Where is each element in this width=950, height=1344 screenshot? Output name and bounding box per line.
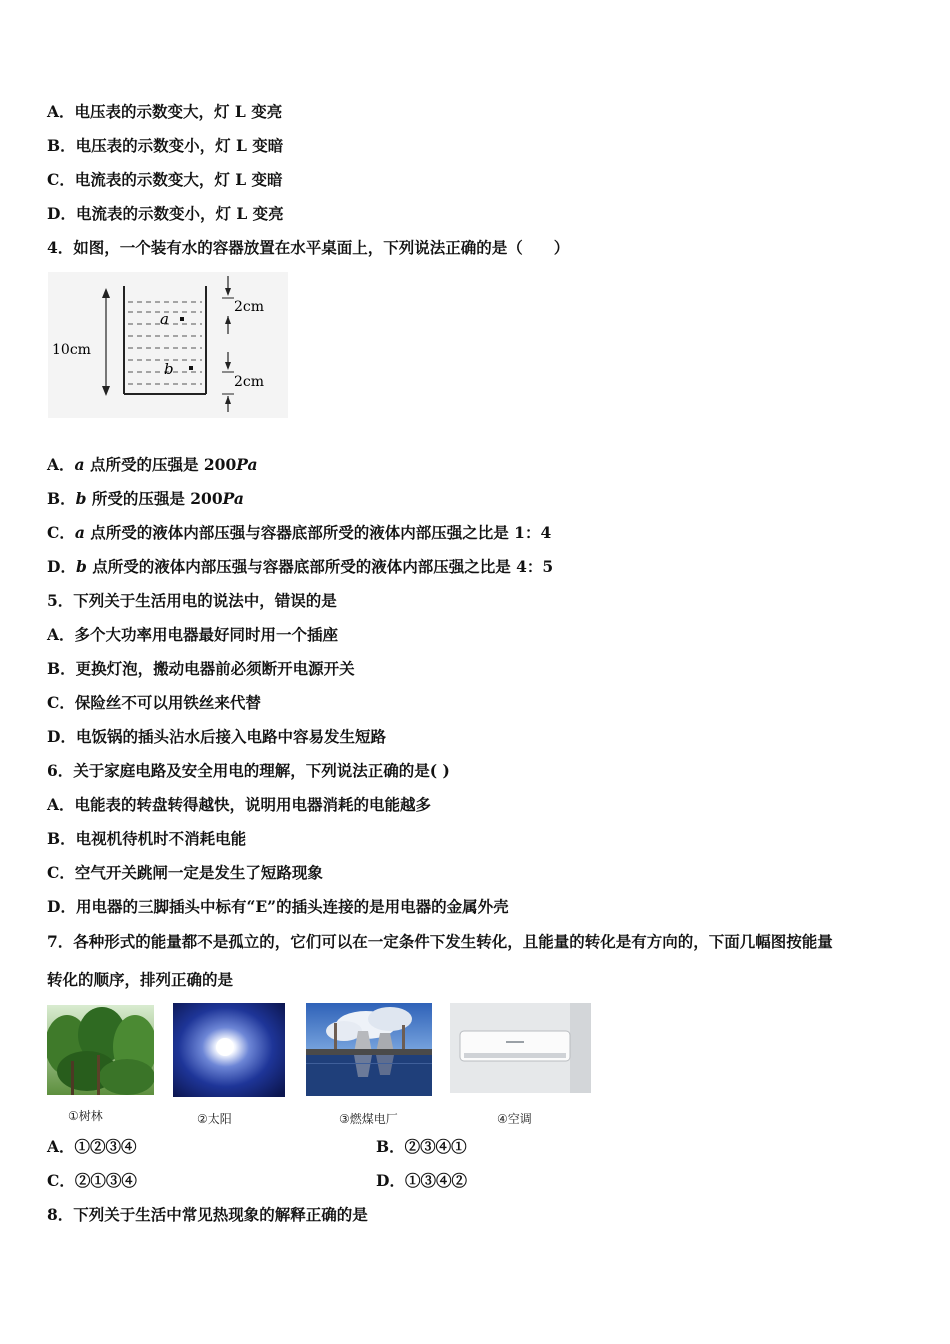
top-gap-label: 2cm (234, 299, 265, 315)
height-label: 10cm (52, 342, 91, 358)
q4-option-a-prefix: A． (47, 455, 75, 474)
q4-option-a-var: a (74, 455, 85, 474)
q5-option-b: B．更换灯泡，搬动电器前必须断开电源开关 (47, 659, 355, 678)
forest-image (47, 1005, 154, 1095)
q3-option-a: A．电压表的示数变大，灯 L 变亮 (47, 102, 283, 121)
power-plant-image (306, 1003, 432, 1096)
point-a-marker (180, 317, 184, 321)
q4-option-b-prefix: B． (47, 489, 76, 508)
q4-option-d-text: 点所受的液体内部压强与容器底部所受的液体内部压强之比是 4：5 (86, 557, 554, 576)
q4-option-a-unit: Pa (236, 455, 258, 474)
point-b-label: b (164, 360, 174, 378)
q4-option-c-var: a (74, 523, 85, 542)
q4-option-b-unit: Pa (222, 489, 244, 508)
q4-container-figure (48, 272, 288, 418)
q3-option-b: B．电压表的示数变小，灯 L 变暗 (47, 136, 284, 155)
q7-option-b: B．②③④① (376, 1137, 467, 1156)
q6-option-b: B．电视机待机时不消耗电能 (47, 829, 247, 848)
q7-option-c: C．②①③④ (47, 1171, 137, 1190)
point-b-marker (189, 366, 193, 370)
q4-option-d-prefix: D． (47, 557, 76, 576)
q7-stem-line1: 7．各种形式的能量都不是孤立的，它们可以在一定条件下发生转化，且能量的转化是有方向的，下面几幅图按能量 (47, 932, 833, 951)
q5-stem: 5．下列关于生活用电的说法中，错误的是 (47, 591, 337, 610)
q4-option-c-prefix: C． (47, 523, 75, 542)
q6-stem: 6．关于家庭电路及安全用电的理解，下列说法正确的是( ) (47, 761, 450, 780)
q6-option-a: A．电能表的转盘转得越快，说明用电器消耗的电能越多 (47, 795, 432, 814)
q4-option-c-text: 点所受的液体内部压强与容器底部所受的液体内部压强之比是 1：4 (84, 523, 552, 542)
q4-option-d-var: b (75, 557, 87, 576)
q4-option-b-var: b (75, 489, 87, 508)
q7-stem-line2: 转化的顺序，排列正确的是 (47, 970, 234, 989)
q6-option-c: C．空气开关跳闸一定是发生了短路现象 (47, 863, 323, 882)
q5-option-a: A．多个大功率用电器最好同时用一个插座 (47, 625, 339, 644)
q4-option-a (47, 455, 258, 475)
q4-option-b (47, 489, 244, 509)
q4-stem: 4．如图，一个装有水的容器放置在水平桌面上，下列说法正确的是（ ） (47, 238, 570, 257)
caption-forest: ①树林 (68, 1109, 103, 1123)
q5-option-d: D．电饭锅的插头沾水后接入电路中容易发生短路 (47, 727, 386, 746)
q6-option-d: D．用电器的三脚插头中标有“E”的插头连接的是用电器的金属外壳 (47, 897, 509, 916)
q4-option-b-text: 所受的压强是 200 (86, 489, 223, 508)
q4-option-c (47, 523, 551, 543)
q3-option-c: C．电流表的示数变大，灯 L 变暗 (47, 170, 283, 189)
q5-option-c: C．保险丝不可以用铁丝来代替 (47, 693, 261, 712)
q7-option-a: A．①②③④ (47, 1137, 137, 1156)
q4-option-a-text: 点所受的压强是 200 (84, 455, 237, 474)
q8-stem: 8．下列关于生活中常见热现象的解释正确的是 (47, 1205, 368, 1224)
air-conditioner-image (450, 1003, 591, 1093)
q3-option-d: D．电流表的示数变小，灯 L 变亮 (47, 204, 284, 223)
caption-power-plant: ③燃煤电厂 (339, 1112, 398, 1126)
point-a-label: a (160, 310, 169, 328)
sun-image (173, 1003, 285, 1097)
q7-option-d: D．①③④② (376, 1171, 467, 1190)
q4-option-d (47, 557, 553, 577)
caption-sun: ②太阳 (197, 1112, 232, 1126)
bottom-gap-label: 2cm (234, 374, 265, 390)
caption-air-conditioner: ④空调 (497, 1112, 532, 1126)
